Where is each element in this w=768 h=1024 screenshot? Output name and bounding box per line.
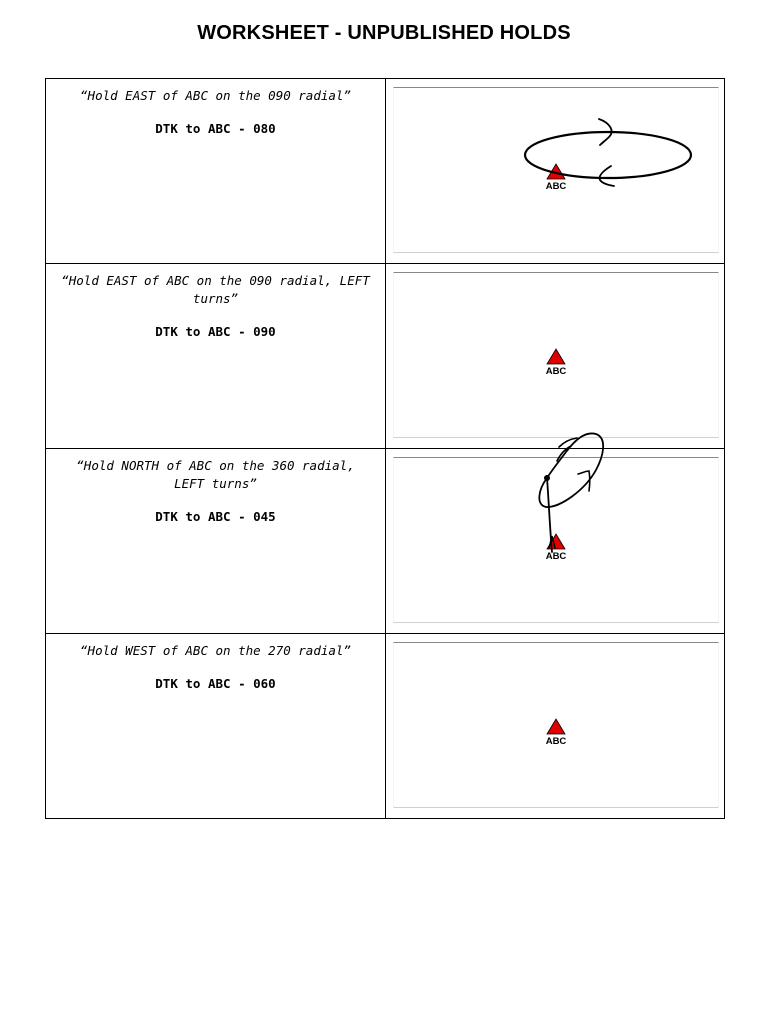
instruction-cell bbox=[46, 79, 386, 264]
fix-marker bbox=[536, 718, 576, 747]
worksheet-row bbox=[46, 634, 725, 819]
worksheet-row bbox=[46, 264, 725, 449]
fix-triangle-icon bbox=[546, 163, 566, 180]
dtk-value: DTK to ABC - 045 bbox=[155, 509, 276, 524]
hold-instruction: “Hold WEST of ABC on the 270 radial” bbox=[80, 643, 351, 658]
drawing-cell[interactable] bbox=[386, 264, 725, 449]
fix-triangle-icon bbox=[546, 348, 566, 365]
worksheet-table bbox=[45, 78, 725, 819]
drawing-cell[interactable] bbox=[386, 449, 725, 634]
fix-marker bbox=[536, 163, 576, 192]
fix-label: ABC bbox=[545, 551, 567, 562]
instruction-cell bbox=[46, 449, 386, 634]
fix-marker bbox=[536, 348, 576, 377]
instruction-cell bbox=[46, 634, 386, 819]
page-title: WORKSHEET - UNPUBLISHED HOLDS bbox=[197, 22, 571, 44]
hold-instruction: “Hold NORTH of ABC on the 360 radial, LEFT turns” bbox=[76, 458, 355, 491]
worksheet-row bbox=[46, 449, 725, 634]
fix-triangle-icon bbox=[546, 718, 566, 735]
fix-label: ABC bbox=[545, 736, 567, 747]
fix-label: ABC bbox=[545, 181, 567, 192]
drawing-cell[interactable] bbox=[386, 634, 725, 819]
fix-marker bbox=[536, 533, 576, 562]
fix-triangle-icon bbox=[546, 533, 566, 550]
hold-instruction: “Hold EAST of ABC on the 090 radial, LEFT turns” bbox=[61, 273, 370, 306]
worksheet-row bbox=[46, 79, 725, 264]
fix-label: ABC bbox=[545, 366, 567, 377]
dtk-value: DTK to ABC - 060 bbox=[155, 676, 276, 691]
instruction-cell bbox=[46, 264, 386, 449]
hold-instruction: “Hold EAST of ABC on the 090 radial” bbox=[80, 88, 351, 103]
dtk-value: DTK to ABC - 080 bbox=[155, 121, 276, 136]
drawing-cell[interactable] bbox=[386, 79, 725, 264]
dtk-value: DTK to ABC - 090 bbox=[155, 324, 276, 339]
